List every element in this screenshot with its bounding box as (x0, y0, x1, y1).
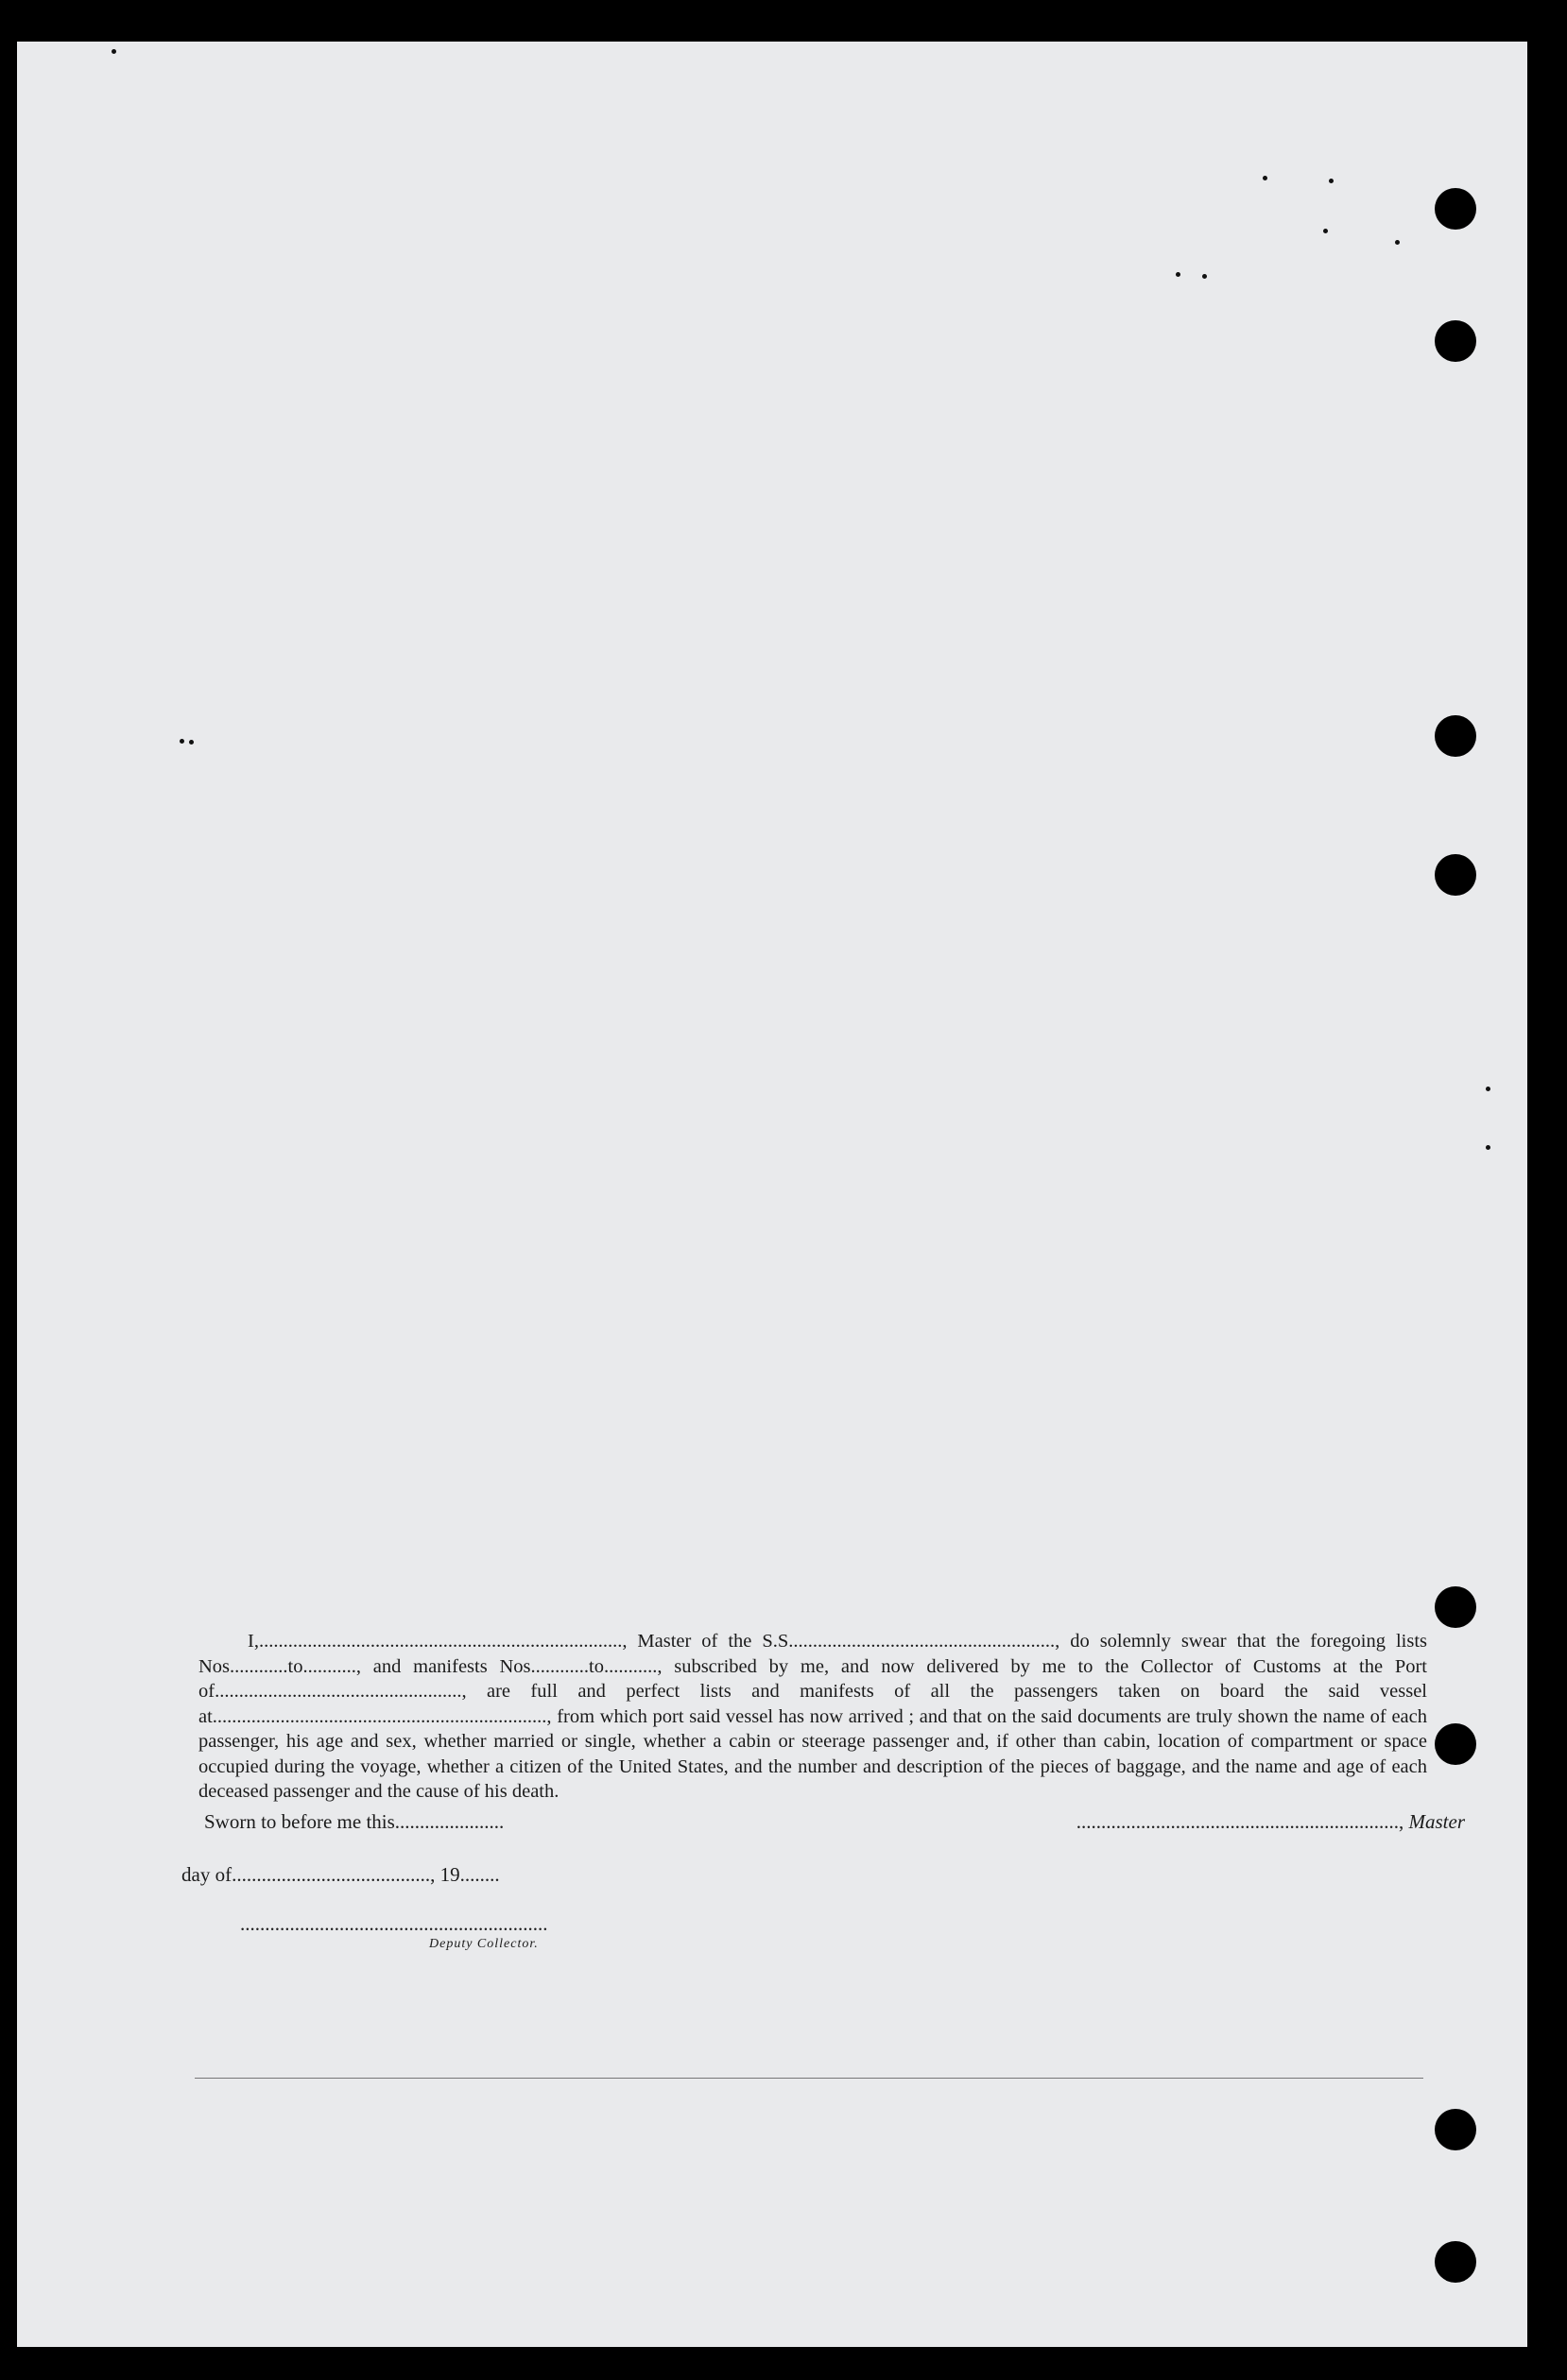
speck-icon (1329, 179, 1334, 183)
punch-hole-icon (1435, 2109, 1476, 2150)
speck-icon (189, 740, 194, 745)
date-line: day of........................................, 19........ (181, 1863, 500, 1886)
deputy-signature-line: .............................................................. (240, 1912, 548, 1935)
scan-border (0, 0, 1567, 42)
speck-icon (180, 739, 184, 744)
punch-hole-icon (1435, 854, 1476, 896)
speck-icon (1202, 274, 1207, 279)
speck-icon (1176, 272, 1180, 277)
divider-line (195, 2078, 1423, 2079)
speck-icon (1486, 1145, 1490, 1150)
punch-hole-icon (1435, 1586, 1476, 1628)
punch-hole-icon (1435, 320, 1476, 362)
sworn-line: Sworn to before me this...................... (204, 1810, 505, 1833)
speck-icon (1263, 176, 1267, 180)
oath-paragraph (198, 1629, 1427, 1805)
punch-hole-icon (1435, 1723, 1476, 1765)
punch-hole-icon (1435, 715, 1476, 757)
deputy-collector-label: Deputy Collector. (429, 1937, 539, 1951)
punch-hole-icon (1435, 188, 1476, 230)
oath-text: I,..........................................................................., Master of the S.S......................................................., do solemnly swear that the foregoing lists Nos............to..........., and manifests Nos............to..........., subscribed by me, and now delivered by me to the Collector of Customs at the Port of..................................................., are full and perfect lists and manifests of all the passengers taken on board the said vessel at....................................................................., from which port said vessel has now arrived ; and that on the said documents are truly shown the name of each passenger, his age and sex, whether married or single, whether a cabin or steerage passenger and, if other than cabin, location of compartment or space occupied during the voyage, whether a citizen of the United States, and the number and description of the pieces of baggage, and the name and age of each deceased passenger and the cause of his death. (198, 1631, 1427, 1802)
master-signature (1076, 1810, 1465, 1834)
master-label: Master (1408, 1810, 1465, 1833)
speck-icon (1486, 1087, 1490, 1091)
master-signature-line: ................................................................., (1076, 1810, 1404, 1833)
punch-hole-icon (1435, 2241, 1476, 2283)
speck-icon (1323, 229, 1328, 233)
speck-icon (112, 49, 116, 54)
document-page (17, 42, 1527, 2347)
speck-icon (1395, 240, 1400, 245)
